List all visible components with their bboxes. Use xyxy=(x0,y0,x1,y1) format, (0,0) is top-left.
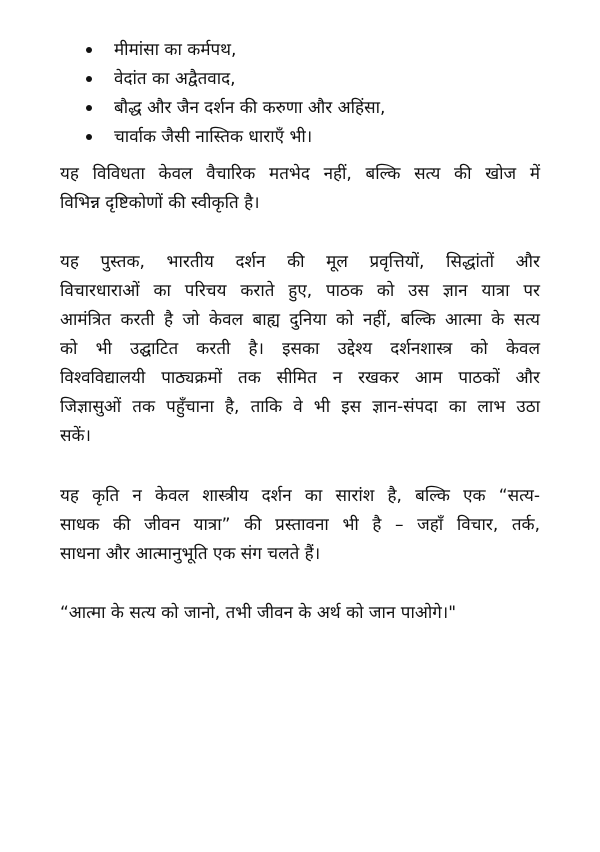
paragraph-line: जिज्ञासुओं तक पहुँचाना है, ताकि वे भी इस ज्ञान-संपदा का लाभ उठा xyxy=(60,397,540,417)
paragraph-line: साधना और आत्मानुभूति एक संग चलते हैं। xyxy=(60,544,321,564)
bullet-dot-icon xyxy=(86,134,92,140)
paragraph-line: को भी उद्घाटित करती है। इसका उद्देश्य दर्शनशास्त्र को केवल xyxy=(60,339,540,359)
paragraph-line: यह पुस्तक, भारतीय दर्शन की मूल प्रवृत्तियों, सिद्धांतों और xyxy=(60,252,540,272)
paragraph-line: सकें। xyxy=(60,426,91,446)
list-item xyxy=(84,65,554,94)
list-item xyxy=(84,94,554,123)
list-item-text: चार्वाक जैसी नास्तिक धाराएँ भी। xyxy=(114,127,313,147)
bullet-dot-icon xyxy=(86,76,92,82)
paragraph-line: विश्वविद्यालयी पाठ्यक्रमों तक सीमित न रखकर आम पाठकों और xyxy=(60,368,540,388)
list-item xyxy=(84,36,554,65)
paragraph-line: विचारधाराओं का परिचय कराते हुए, पाठक को उस ज्ञान यात्रा पर xyxy=(60,281,540,301)
paragraph-line: साधक की जीवन यात्रा” की प्रस्तावना भी है – जहाँ विचार, तर्क, xyxy=(60,515,540,535)
paragraph-line: यह विविधता केवल वैचारिक मतभेद नहीं, बल्कि सत्य की खोज में xyxy=(60,164,540,184)
paragraph-line: विभिन्न दृष्टिकोणों की स्वीकृति है। xyxy=(60,193,260,213)
closing-quote xyxy=(60,599,540,628)
paragraph-line: आमंत्रित करती है जो केवल बाह्य दुनिया को नहीं, बल्कि आत्मा के सत्य xyxy=(60,310,540,330)
bullet-list xyxy=(84,36,554,152)
bullet-dot-icon xyxy=(86,47,92,53)
paragraph-line: यह कृति न केवल शास्त्रीय दर्शन का सारांश है, बल्कि एक “सत्य- xyxy=(60,486,540,506)
list-item-text: मीमांसा का कर्मपथ, xyxy=(114,40,237,60)
bullet-dot-icon xyxy=(86,105,92,111)
paragraph-book-purpose xyxy=(60,248,540,451)
list-item-text: वेदांत का अद्वैतवाद, xyxy=(114,69,236,89)
list-item xyxy=(84,123,554,152)
paragraph-diversity xyxy=(60,160,540,218)
paragraph-work-summary xyxy=(60,482,540,569)
quote-text: “आत्मा के सत्य को जानो, तभी जीवन के अर्थ को जान पाओगे।" xyxy=(60,603,457,623)
list-item-text: बौद्ध और जैन दर्शन की करुणा और अहिंसा, xyxy=(114,98,386,118)
